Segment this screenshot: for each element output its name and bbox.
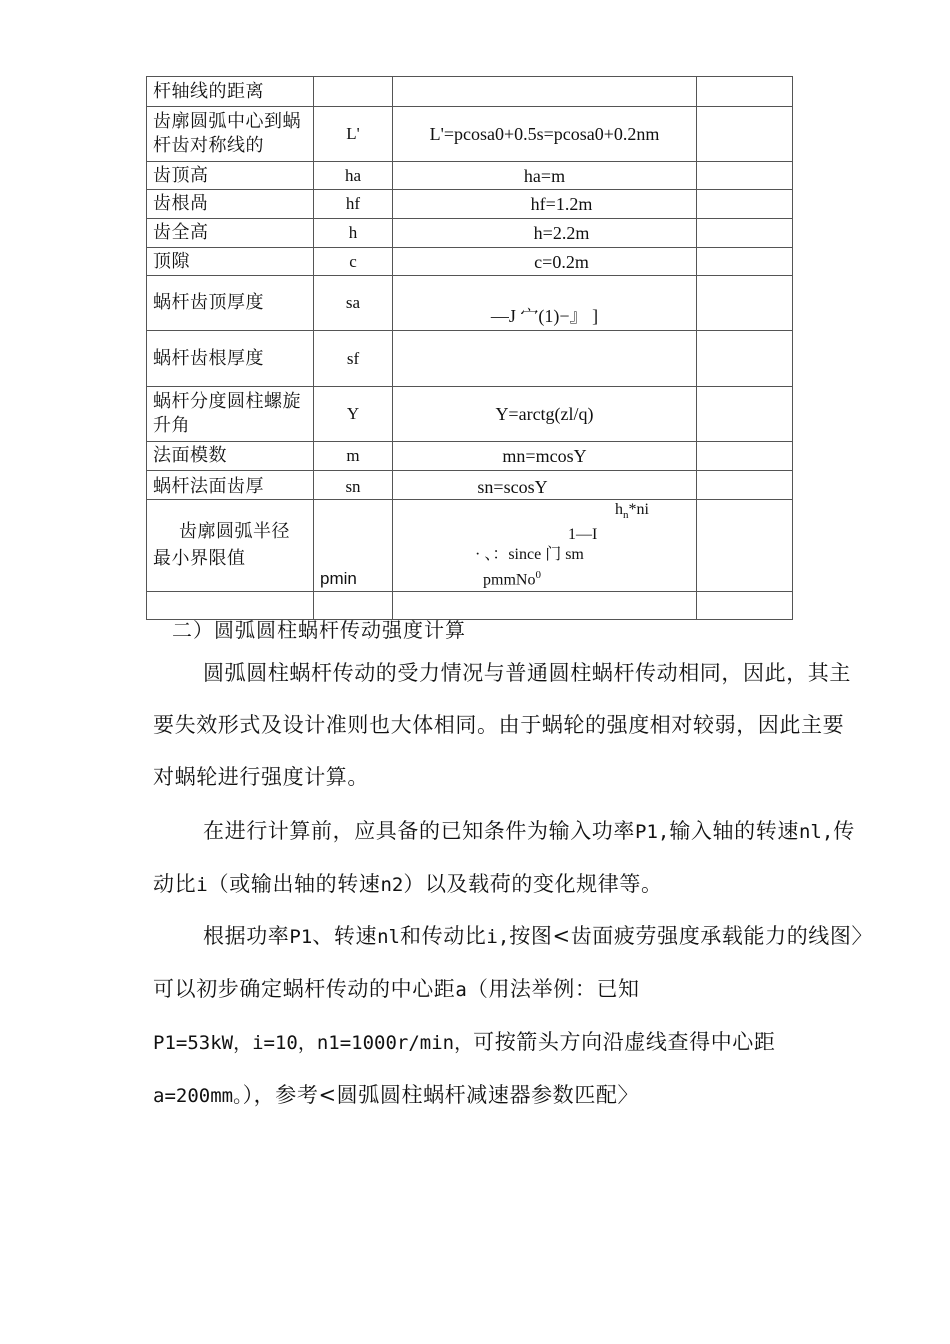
table-row: [147, 331, 793, 387]
formula-superscript: 0: [535, 569, 541, 582]
text-run: ）以及载荷的变化规律等。: [403, 872, 663, 896]
param-note: [697, 442, 793, 471]
param-formula: L'=pcosa0+0.5s=pcosa0+0.2nm: [393, 107, 697, 162]
text-run: a: [455, 979, 467, 1001]
param-symbol: [314, 77, 393, 107]
text-run: 传动比: [153, 819, 855, 896]
param-formula: [393, 500, 697, 592]
param-note: [697, 107, 793, 162]
text-run: （或输出轴的转速: [207, 872, 381, 896]
formula-part: h: [615, 501, 623, 518]
param-note: [697, 219, 793, 248]
param-note: [697, 331, 793, 387]
text-run: a=200mm。: [153, 1085, 243, 1107]
table-row: [147, 107, 793, 162]
param-symbol: hf: [314, 190, 393, 219]
param-formula: sn=scosY: [393, 471, 697, 500]
param-formula: ha=m: [393, 162, 697, 190]
table-row: [147, 387, 793, 442]
param-name: 顶隙: [147, 248, 314, 276]
text-run: n2: [380, 874, 404, 896]
param-formula: [393, 331, 697, 387]
paragraph-text: 圆弧圆柱蜗杆传动的受力情况与普通圆柱蜗杆传动相同，因此，其主要失效形式及设计准则也大体相同。由于蜗轮的强度相对较弱，因此主要对蜗轮进行强度计算。: [153, 661, 851, 789]
param-symbol: Y: [314, 387, 393, 442]
formula-subscript: n: [623, 509, 629, 522]
param-name: 蜗杆分度圆柱螺旋升角: [147, 387, 314, 442]
param-symbol: c: [314, 248, 393, 276]
param-name: 蜗杆齿顶厚度: [147, 276, 314, 331]
text-run: （用法举例：已知: [466, 977, 640, 1001]
param-note: [697, 387, 793, 442]
param-formula: c=0.2m: [393, 248, 697, 276]
text-run: nl,: [798, 821, 834, 843]
section-title: 二）圆弧圆柱蜗杆传动强度计算: [172, 618, 466, 642]
param-name: 杆轴线的距离: [147, 77, 314, 107]
param-symbol: sf: [314, 331, 393, 387]
param-symbol: sn: [314, 471, 393, 500]
param-formula: [393, 77, 697, 107]
param-name: 齿廓圆弧半径最小界限值: [147, 500, 314, 592]
text-run: i,: [486, 926, 510, 948]
text-run: P1: [289, 926, 313, 948]
text-run: i: [196, 874, 208, 896]
param-note: [697, 77, 793, 107]
formula-part: *ni: [628, 501, 649, 518]
paragraph-text: [153, 910, 863, 1122]
text-run: ），参考<圆弧圆柱蜗杆减速器参数匹配〉: [242, 1083, 640, 1107]
param-formula: hf=1.2m: [393, 190, 697, 219]
table-row: [147, 471, 793, 500]
text-run: P1,: [635, 821, 670, 843]
param-symbol: sa: [314, 276, 393, 331]
paragraph-text: [153, 805, 863, 911]
text-run: P1=53kW，i=10，n1=1000r/min，: [153, 1032, 474, 1054]
param-name: 法面模数: [147, 442, 314, 471]
text-run: 和传动比: [400, 924, 487, 948]
text-run: 、转速: [312, 924, 378, 948]
table-row: [147, 162, 793, 190]
param-name: 蜗杆齿根厚度: [147, 331, 314, 387]
param-formula: mn=mcosY: [393, 442, 697, 471]
formula-line: 1—I: [568, 526, 598, 544]
table-row: [147, 500, 793, 592]
table-row: [147, 442, 793, 471]
text-run: 根据功率: [203, 924, 290, 948]
param-symbol: L': [314, 107, 393, 162]
text-run: 输入轴的转速: [669, 819, 799, 843]
param-formula: h=2.2m: [393, 219, 697, 248]
param-note: [697, 591, 793, 619]
paragraph-2: [153, 805, 863, 911]
param-name: 齿廓圆弧中心到蜗杆齿对称线的: [147, 107, 314, 162]
table-row: [147, 276, 793, 331]
param-note: [697, 190, 793, 219]
param-name: 齿全高: [147, 219, 314, 248]
formula-part: pmmNo: [483, 571, 536, 589]
param-symbol: m: [314, 442, 393, 471]
table-row: [147, 77, 793, 107]
param-name: 蜗杆法面齿厚: [147, 471, 314, 500]
paragraph-3: [153, 910, 863, 1122]
param-name: 齿顶高: [147, 162, 314, 190]
table-row: [147, 248, 793, 276]
param-note: [697, 162, 793, 190]
paragraph-1: [153, 647, 863, 803]
text-run: nl: [377, 926, 400, 948]
param-name: 齿根咼: [147, 190, 314, 219]
text-run: 按图<齿面疲劳强度承载能力的线图〉可以初步确定蜗杆传动的中心距: [153, 924, 863, 1001]
param-note: [697, 276, 793, 331]
table-row: [147, 190, 793, 219]
formula-line: · 、：since 门 sm: [475, 546, 584, 564]
param-symbol: pmin: [314, 500, 393, 592]
parameter-table: [146, 76, 793, 620]
text-run: 在进行计算前，应具备的已知条件为输入功率: [203, 819, 635, 843]
text-run: 可按箭头方向沿虚线查得中心距: [473, 1030, 776, 1054]
param-formula: Y=arctg(zl/q): [393, 387, 697, 442]
table-row: [147, 219, 793, 248]
param-note: [697, 248, 793, 276]
param-note: [697, 500, 793, 592]
param-note: [697, 471, 793, 500]
param-symbol: ha: [314, 162, 393, 190]
param-formula: —J 宀(1)−』 ]: [393, 276, 697, 331]
param-symbol: h: [314, 219, 393, 248]
